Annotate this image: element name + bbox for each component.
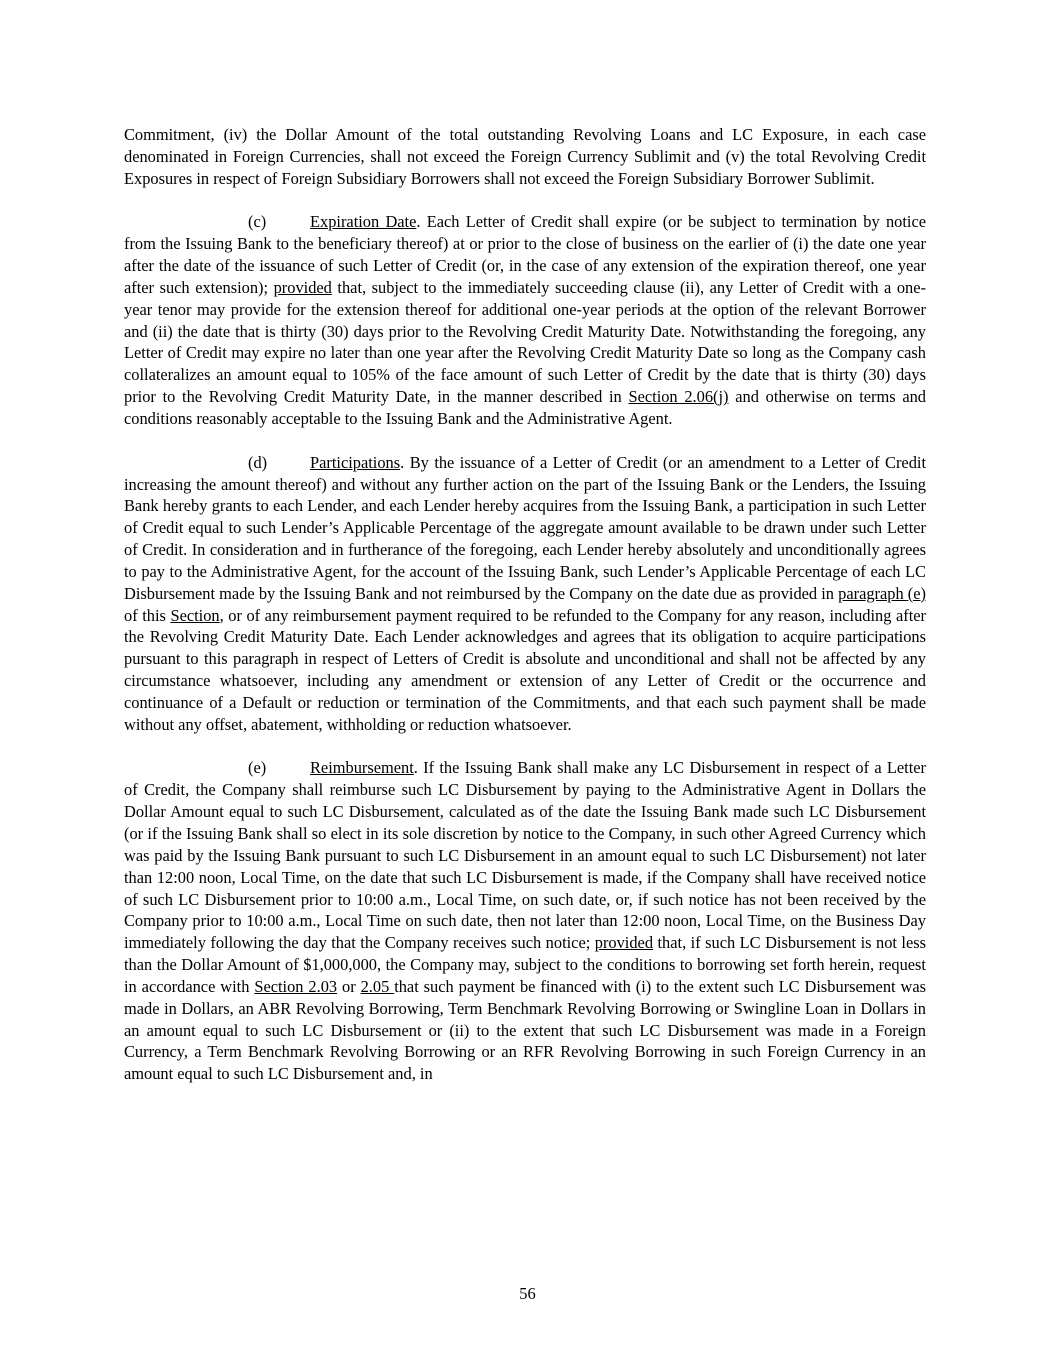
paragraph-reference: paragraph (e) [838,583,926,603]
paragraph-text: that, subject to the immediately succeeding clause (ii), any Letter of Credit with a one-year tenor may provide for the extension thereof for additional one-year periods at the option of the relevant Borrower and (ii) the date that is thirty (30) days prior to the Revolving Credit Maturity Date. Notwithstanding the foregoing, any Letter of Credit may expire no later than one year after the Revolving Credit Maturity Date so long as the Company cash collateralizes an amount equal to 105% of the face amount of such Letter of Credit by the date that is thirty (30) days prior to the Revolving Credit Maturity Date, in the manner described in [124,277,926,407]
clause-label: (c) [248,212,267,232]
paragraph-text: , or of any reimbursement payment required to be refunded to the Company for any reason, including after the Revolving Credit Maturity Date. Each Lender acknowledges and agrees that its obligation to acquire participations pursuant to this paragraph in respect of Letters of Credit is absolute and unconditional and shall not be affected by any circumstance whatsoever, including any amendment or extension of any Letter of Credit or the occurrence and continuance of a Default or reduction or termination of the Commitments, and that each such payment shall be made without any offset, abatement, withholding or reduction whatsoever. [124,605,927,734]
paragraph-text: . By the issuance of a Letter of Credit (or an amendment to a Letter of Credit increasing the amount thereof) and without any further action on the part of the Issuing Bank or the Lenders, the Issuing Bank hereby grants to each Lender, and each Lender hereby acquires from the Issuing Bank, a participation in such Letter of Credit equal to such Lender’s Applicable Percentage of the aggregate amount available to be drawn under such Letter of Credit. In consideration and in furtherance of the foregoing, each Lender hereby absolutely and unconditionally agrees to pay to the Administrative Agent, for the account of the Issuing Bank, such Lender’s Applicable Percentage of each LC Disbursement made by the Issuing Bank and not reimbursed by the Company on the date due as provided in [124,452,926,603]
clause-heading: Reimbursement [310,758,414,778]
paragraph-text: and otherwise on terms and conditions reasonably acceptable to the Issuing Bank and the Administrative Agent. [124,387,926,428]
section-reference: Section 2.03 [254,976,338,996]
document-page [124,124,926,1107]
paragraph-text: . If the Issuing Bank shall make any LC Disbursement in respect of a Letter of Credit, the Company shall reimburse such LC Disbursement by paying to the Administrative Agent in Dollars the Dollar Amount equal to such LC Disbursement, calculated as of the date the Issuing Bank made such LC Disbursement (or if the Issuing Bank shall so elect in its sole discretion by notice to the Company, in such other Agreed Currency which was paid by the Issuing Bank pursuant to such LC Disbursement in an amount equal to such LC Disbursement) not later than 12:00 noon, Local Time, on the date that such LC Disbursement is made, if the Company shall have received notice of such LC Disbursement prior to 10:00 a.m., Local Time, on such date, or, if such notice has not been received by the Company prior to 10:00 a.m., Local Time on such date, then not later than 12:00 noon, Local Time, on the Business Day immediately following the day that the Company receives such notice; [124,758,926,953]
clause-label: (e) [248,758,267,778]
paragraph-continuation [124,124,926,190]
page-number: 56 [519,1284,536,1303]
clause-heading: Expiration Date [310,212,417,232]
underlined-term: provided [273,277,332,297]
paragraph-text: that such payment be financed with (i) to the extent such LC Disbursement was made in Dollars, an ABR Revolving Borrowing, Term Benchmark Revolving Borrowing or Swingline Loan in Dollars in an amount equal to such LC Disbursement or (ii) to the extent that such LC Disbursement was made in a Foreign Currency, a Term Benchmark Revolving Borrowing or an RFR Revolving Borrowing in such Foreign Currency in an amount equal to such LC Disbursement and, in [124,976,926,1084]
paragraph-reimbursement [124,757,926,1085]
paragraph-text: Commitment, (iv) the Dollar Amount of the total outstanding Revolving Loans and LC Exposure, in each case denominated in Foreign Currencies, shall not exceed the Foreign Currency Sublimit and (v) the total Revolving Credit Exposures in respect of Foreign Subsidiary Borrowers shall not exceed the Foreign Subsidiary Borrower Sublimit. [124,125,926,188]
paragraph-text: of this [124,605,171,625]
section-reference: Section 2.06(j) [628,387,729,407]
paragraph-participations [124,452,926,736]
paragraph-text: . Each Letter of Credit shall expire (or be subject to termination by notice from the Issuing Bank to the beneficiary thereof) at or prior to the close of business on the earlier of (i) the date one year after the date of the issuance of such Letter of Credit (or, in the case of any extension of the expiration thereof, one year after such extension); [124,212,926,297]
paragraph-text: or [337,976,361,996]
section-reference: 2.05 [360,976,395,996]
clause-label: (d) [248,452,268,472]
paragraph-expiration-date [124,211,926,429]
underlined-term: provided [594,933,654,953]
clause-heading: Participations [310,452,401,472]
section-reference: Section [170,605,220,625]
paragraph-text: that, if such LC Disbursement is not less than the Dollar Amount of $1,000,000, the Company may, subject to the conditions to borrowing set forth herein, request in accordance with [124,933,926,996]
